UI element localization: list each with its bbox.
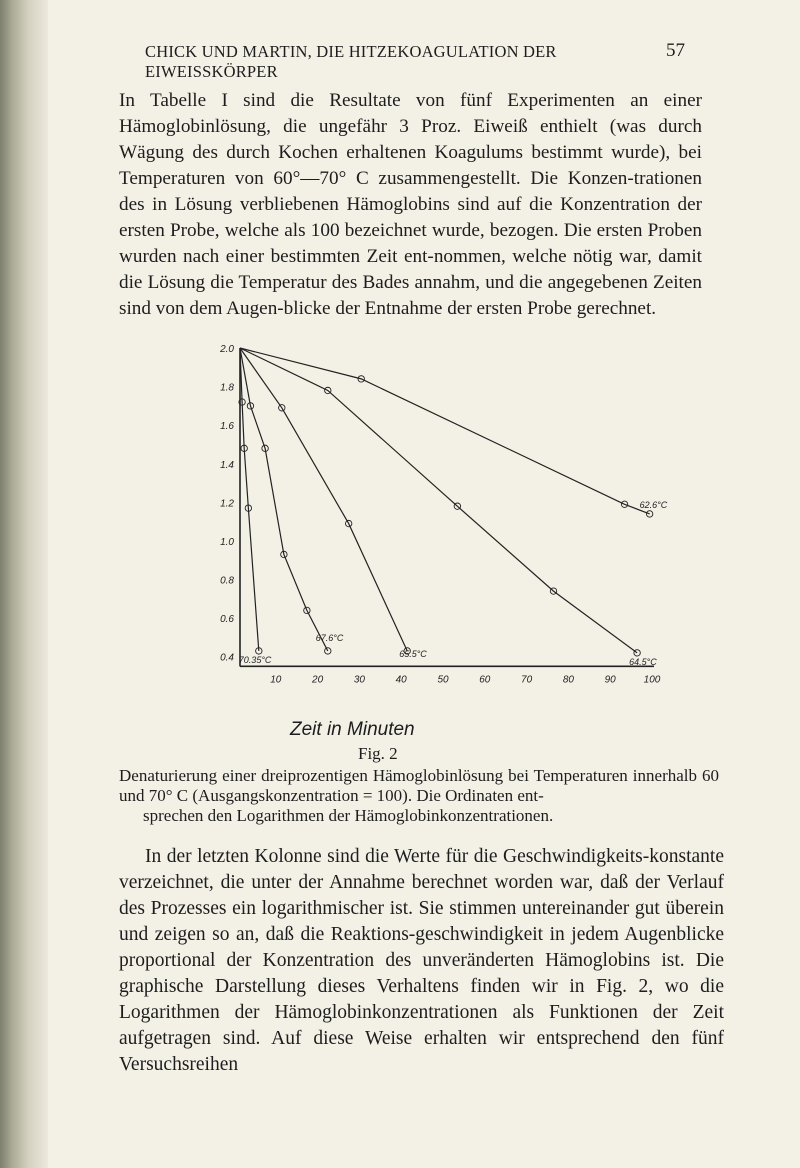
x-tick-label: 20 <box>312 674 324 686</box>
y-tick-label: 1.4 <box>220 459 234 471</box>
series-line <box>240 348 407 651</box>
figure-label: Fig. 2 <box>358 744 398 763</box>
series-label: 62.6°C <box>639 499 668 510</box>
y-tick-label: 0.6 <box>220 614 234 626</box>
y-tick-label: 0.8 <box>220 575 234 587</box>
series-label: 65.5°C <box>399 648 427 659</box>
series-label: 70.35°C <box>238 654 272 665</box>
series-line <box>240 348 650 514</box>
figure-caption <box>119 766 719 826</box>
y-tick-label: 1.2 <box>220 498 234 510</box>
data-point <box>646 511 652 517</box>
running-title: CHICK UND MARTIN, DIE HITZEKOAGULATION DER EIWEISSKÖRPER <box>145 42 557 81</box>
y-tick-label: 2.0 <box>220 344 234 355</box>
paragraph-1: In Tabelle I sind die Resultate von fünf Experimenten an einer Hämoglobinlösung, die ungefähr 3 Proz. Eiweiß enthielt (was durch Wägung des durch Kochen erhaltenen Koagulums bestimmt wurde), bei Temperaturen von 60°—70° C zusammengestellt. Die Konzen-trationen des in Lösung verbliebenen Hämoglobins sind auf die Konzentration der ersten Probe, welche als 100 bezeichnet wurde, bezogen. Die ersten Proben wurden nach einer bestimmten Zeit ent-nommen, welche nötig war, damit die Lösung die Temperatur des Bades annahm, und die angegebenen Zeiten sind von dem Augen-blicke der Entnahme der ersten Probe gerechnet. <box>119 90 702 319</box>
caption-line-2: sprechen den Logarithmen der Hämoglobinkonzentrationen. <box>143 806 554 825</box>
x-axis-title: Zeit in Minuten <box>290 719 415 740</box>
caption-line-1: Denaturierung einer dreiprozentigen Hämoglobinlösung bei Temperaturen innerhalb 60 und 70° C (Ausgangskonzentration = 100). Die Ordinaten ent- <box>119 766 719 805</box>
x-tick-label: 30 <box>353 674 365 686</box>
x-tick-label: 70 <box>521 674 533 686</box>
chart <box>208 338 668 686</box>
y-tick-label: 0.4 <box>220 652 234 664</box>
series-line <box>240 348 259 651</box>
series-line <box>240 348 328 651</box>
y-tick-label: 1.8 <box>220 382 234 394</box>
series-line <box>240 348 637 653</box>
y-tick-label: 1.0 <box>220 536 234 548</box>
figure-2 <box>208 338 668 686</box>
x-tick-label: 100 <box>643 674 661 686</box>
series-label: 64.5°C <box>629 656 657 667</box>
x-tick-label: 10 <box>270 674 282 686</box>
page-number: 57 <box>666 40 685 61</box>
book-spine-edge <box>0 0 48 1168</box>
series-label: 67.6°C <box>315 632 344 643</box>
x-tick-label: 90 <box>604 674 616 686</box>
x-tick-label: 50 <box>437 674 449 686</box>
x-tick-label: 80 <box>562 674 574 686</box>
paragraph-2: In der letzten Kolonne sind die Werte für die Geschwindigkeits-konstante verzeichnet, die unter der Annahme berechnet worden war, daß der Verlauf des Prozesses ein logarithmischer ist. Sie stimmen untereinander gut überein und zeigen so an, daß die Reaktions-geschwindigkeit in jedem Augenblicke proportional der Konzentration des unveränderten Hämoglobins ist. Die graphische Darstellung dieses Verhaltens finden wir in Fig. 2, wo die Logarithmen der Hämoglobinkonzentrationen als Funktionen der Zeit aufgetragen sind. Auf diese Weise erhalten wir entsprechend den fünf Versuchsreihen <box>119 846 724 1075</box>
x-tick-label: 40 <box>395 674 407 686</box>
x-tick-label: 60 <box>479 674 491 686</box>
y-tick-label: 1.6 <box>220 421 234 433</box>
